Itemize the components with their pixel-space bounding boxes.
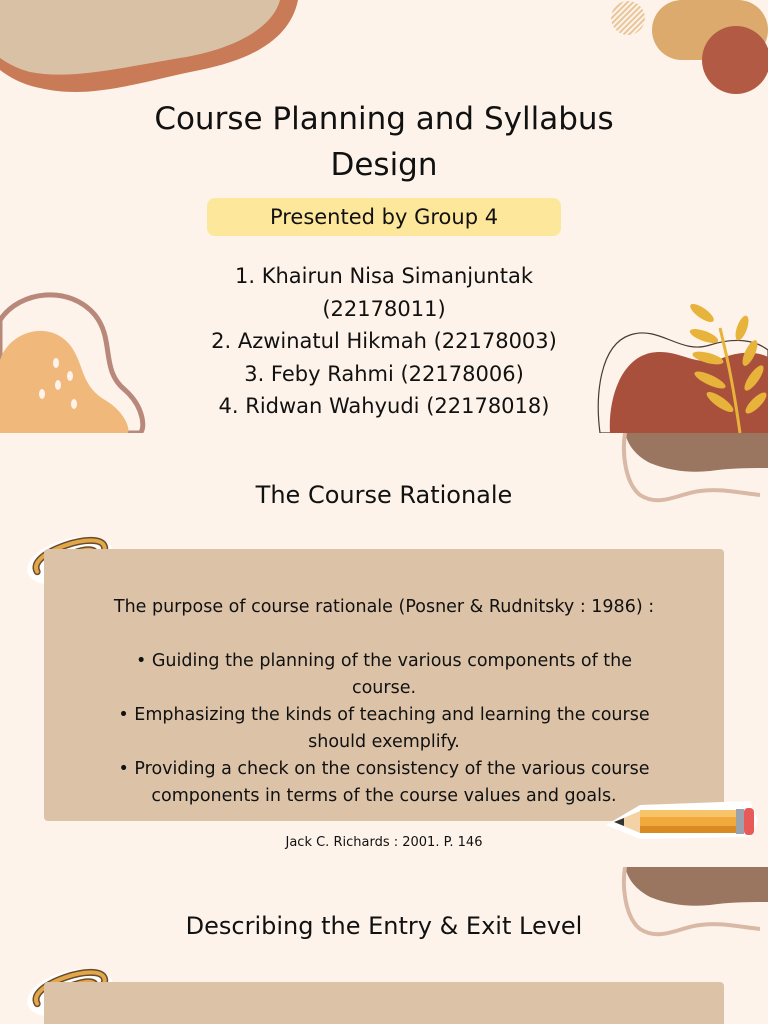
entry-exit-slide <box>0 867 768 1024</box>
title-slide <box>0 0 768 433</box>
title-line-2: Design <box>330 147 438 183</box>
member-line: 1. Khairun Nisa Simanjuntak <box>235 264 533 288</box>
rationale-text <box>64 594 704 810</box>
bullet-line: components in terms of the course values and goals. <box>151 786 617 806</box>
section-heading: Describing the Entry & Exit Level <box>185 912 583 940</box>
top-left-blob <box>0 0 300 100</box>
presenter-badge: Presented by Group 4 <box>207 198 561 236</box>
top-right-shapes <box>600 0 768 100</box>
title-line-1: Course Planning and Syllabus <box>154 101 614 137</box>
member-line: (22178011) <box>322 296 446 321</box>
member-line: 4. Ridwan Wahyudi (22178018) <box>218 394 550 418</box>
rationale-intro: The purpose of course rationale (Posner & Rudnitsky : 1986) : <box>113 597 655 617</box>
bullet-line: • Emphasizing the kinds of teaching and learning the course <box>118 705 650 725</box>
section-heading: The Course Rationale <box>255 481 513 509</box>
leaf-icon <box>680 298 768 433</box>
bullet-line: course. <box>351 678 417 698</box>
rationale-slide <box>0 433 768 867</box>
bullet-line: should exemplify. <box>308 732 460 752</box>
citation: Jack C. Richards : 2001. P. 146 <box>285 835 483 850</box>
bullet-line: • Guiding the planning of the various components of the <box>135 651 633 671</box>
presentation-title <box>0 96 768 188</box>
bullet-line: • Providing a check on the consistency of the various course <box>118 759 650 779</box>
entry-exit-box <box>44 982 724 1024</box>
left-blob <box>0 290 150 433</box>
member-line: 2. Azwinatul Hikmah (22178003) <box>211 329 557 353</box>
member-line: 3. Feby Rahmi (22178006) <box>244 361 524 386</box>
